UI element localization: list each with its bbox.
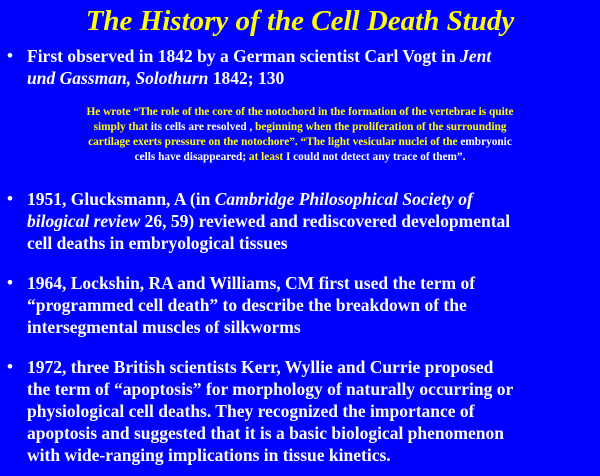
bullet-2-line-1-text: 1951, Glucksmann, A (in: [27, 189, 215, 209]
bullet-3-line-3: intersegmental muscles of silkworms: [27, 317, 301, 337]
bullet-1-line-2-text: 1842; 130: [208, 68, 285, 88]
bullet-2-line-1: [27, 188, 597, 210]
bullet-4-line-1: 1972, three British scientists Kerr, Wyllie and Currie proposed: [27, 357, 494, 377]
bullet-2-italic-journal-cont: bilogical review: [27, 211, 141, 231]
bullet-dot: •: [7, 189, 13, 208]
bullet-1-line-2: [27, 67, 597, 89]
quote-line-4: [0, 150, 600, 165]
bullet-3-line-2: “programmed cell death” to describe the breakdown of the: [27, 295, 467, 315]
bullet-1-italic-source: Jent: [460, 46, 492, 66]
bullet-4-line-5: with wide-ranging implications in tissue kinetics.: [27, 445, 391, 465]
bullet-3-line-1: 1964, Lockshin, RA and Williams, CM first used the term of: [27, 273, 476, 293]
bullet-dot: •: [7, 46, 13, 65]
quote-line-2: [0, 120, 600, 135]
quote-line-2-a: simply that: [93, 121, 151, 133]
bullet-4-line-4: apoptosis and suggested that it is a basic biological phenomenon: [27, 423, 504, 443]
quote-line-3-a: cartilage exerts pressure on the notochore”. “The light vesicular nuclei of the: [88, 136, 461, 148]
bullet-3-text: [27, 272, 597, 338]
bullet-2-italic-journal: Cambridge Philosophical Society of: [214, 189, 473, 209]
bullet-dot: •: [7, 357, 13, 376]
quote-line-4-a: cells have disappeared;: [134, 151, 249, 163]
bullet-4-text: [27, 356, 597, 466]
bullet-1-line-1-text: First observed in 1842 by a German scientist Carl Vogt in: [27, 46, 461, 66]
quote-line-2-b: its cells are resolved ,: [150, 121, 256, 133]
quote-line-3: [0, 135, 600, 150]
bullet-4-line-2: the term of “apoptosis” for morphology of naturally occurring or: [27, 379, 514, 399]
quote-line-1: He wrote “The role of the core of the notochord in the formation of the vertebrae is quite: [86, 106, 514, 118]
quote-line-4-c: I could not detect any trace of them”.: [283, 151, 466, 163]
quote-line-2-c: beginning when the proliferation of the surrounding: [255, 121, 507, 133]
bullet-1-line-1: [27, 45, 597, 67]
bullet-2-text: [27, 188, 597, 254]
bullet-2-line-2-text: 26, 59) reviewed and rediscovered developmental: [140, 211, 511, 231]
bullet-2-line-2: [27, 210, 597, 232]
quote-line-4-b: at least: [248, 151, 284, 163]
quote-line-3-b: embryonic: [460, 136, 512, 148]
bullet-4-line-3: physiological cell deaths. They recognized the importance of: [27, 401, 475, 421]
slide-title: The History of the Cell Death Study: [85, 5, 515, 37]
bullet-1-italic-source-cont: und Gassman, Solothurn: [27, 68, 209, 88]
bullet-2-line-3: cell deaths in embryological tissues: [27, 233, 288, 253]
vogt-quote: [0, 105, 600, 165]
bullet-1-text: [27, 45, 597, 89]
bullet-dot: •: [7, 273, 13, 292]
